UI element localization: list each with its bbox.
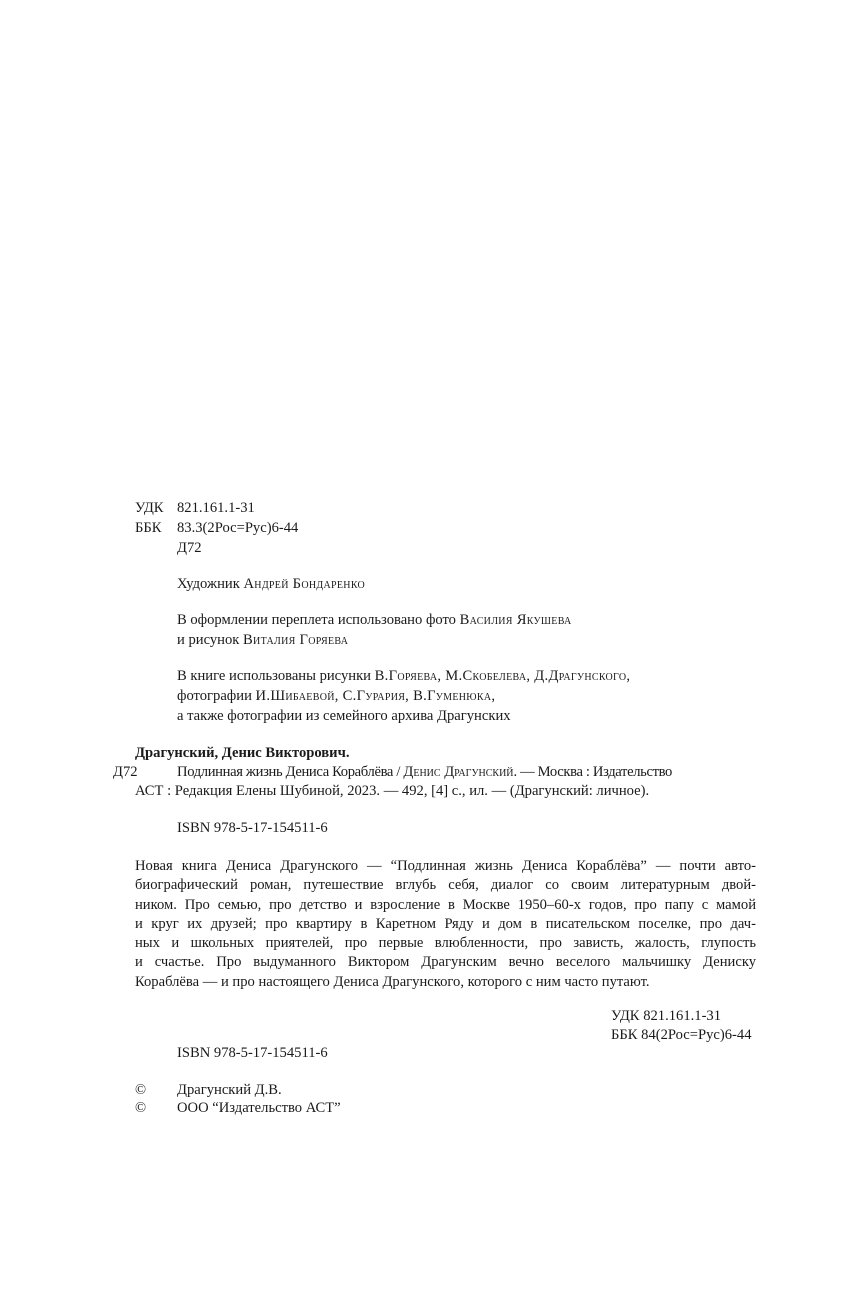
bbk-value: 83.3(2Рос=Рус)6-44 — [177, 520, 299, 536]
cover-line2-prefix: и рисунок — [177, 632, 240, 648]
illustrations-line2 — [177, 688, 495, 705]
annotation-line: биографический роман, путешествие вглубь себя, диалог со своим литературным двой- — [135, 877, 756, 894]
annotation-line: и круг их друзей; про квартиру в Каретном Ряду и дом в писательском поселке, про дач- — [135, 915, 756, 932]
record-mark: Д72 — [113, 764, 138, 780]
annotation-line: и счастье. Про выдуманного Виктором Драгунским вечно веселого мальчишку Дениску — [135, 954, 756, 971]
udk-value: 821.161.1-31 — [177, 500, 255, 516]
copyright-symbol: © — [135, 1082, 147, 1098]
cover-credit-line2 — [177, 632, 348, 649]
annotation — [135, 857, 756, 992]
annotation-line: ником. Про семью, про детство и взросление в Москве 1950–60-х годов, про папу с мамой — [135, 896, 756, 913]
annotation-line: Новая книга Дениса Драгунского — “Подлинная жизнь Дениса Кораблёва” — почти авто- — [135, 858, 756, 874]
illustrations-line2-prefix: фотографии — [177, 688, 252, 704]
record-line1-rest: . — Москва : Издательство — [513, 764, 672, 780]
annotation-line: ных и школьных приятелей, про первые влюбленности, про зависть, жалость, глупость — [135, 935, 756, 952]
copyright-holder-publisher: ООО “Издательство АСТ” — [177, 1100, 341, 1116]
cover-photographer: Василия Якушева — [459, 612, 572, 628]
record-author-heading: Драгунский, Денис Викторович. — [135, 745, 350, 761]
record-title: Подлинная жизнь Дениса Кораблёва / — [177, 764, 401, 780]
isbn-bottom: ISBN 978-5-17-154511-6 — [177, 1045, 328, 1061]
cover-credit-line1 — [177, 612, 572, 629]
cover-line1-prefix: В оформлении переплета использовано фото — [177, 612, 456, 628]
cover-illustrator: Виталия Горяева — [243, 632, 349, 648]
record-author-caps: Денис Драгунский — [403, 764, 514, 780]
illustrations-line2-names: И.Шибаевой, С.Гурария, В.Гуменюка, — [255, 688, 496, 704]
record-line2: АСТ : Редакция Елены Шубиной, 2023. — 492, [4] с., ил. — (Драгунский: личное). — [135, 783, 650, 799]
record-line1 — [177, 764, 672, 781]
record-isbn: ISBN 978-5-17-154511-6 — [177, 820, 328, 836]
udk-label: УДК — [135, 500, 164, 516]
artist-prefix: Художник — [177, 576, 240, 592]
bottom-bbk: ББК 84(2Рос=Рус)6-44 — [611, 1027, 752, 1043]
illustrations-line1-prefix: В книге использованы рисунки — [177, 668, 371, 684]
illustrations-line1 — [177, 668, 630, 685]
author-mark: Д72 — [177, 540, 202, 556]
bbk-label: ББК — [135, 520, 162, 536]
bottom-udk: УДК 821.161.1-31 — [611, 1008, 722, 1024]
artist-name: Андрей Бондаренко — [243, 576, 366, 592]
illustrations-line3: а также фотографии из семейного архива Драгунских — [177, 708, 511, 724]
artist-credit — [177, 576, 365, 593]
annotation-line: Кораблёва — и про настоящего Дениса Драгунского, которого с ним часто путают. — [135, 973, 650, 990]
copyright-symbol: © — [135, 1100, 147, 1116]
copyright-holder-author: Драгунский Д.В. — [177, 1082, 282, 1098]
illustrations-line1-names: В.Горяева, М.Скобелева, Д.Драгунского, — [374, 668, 631, 684]
